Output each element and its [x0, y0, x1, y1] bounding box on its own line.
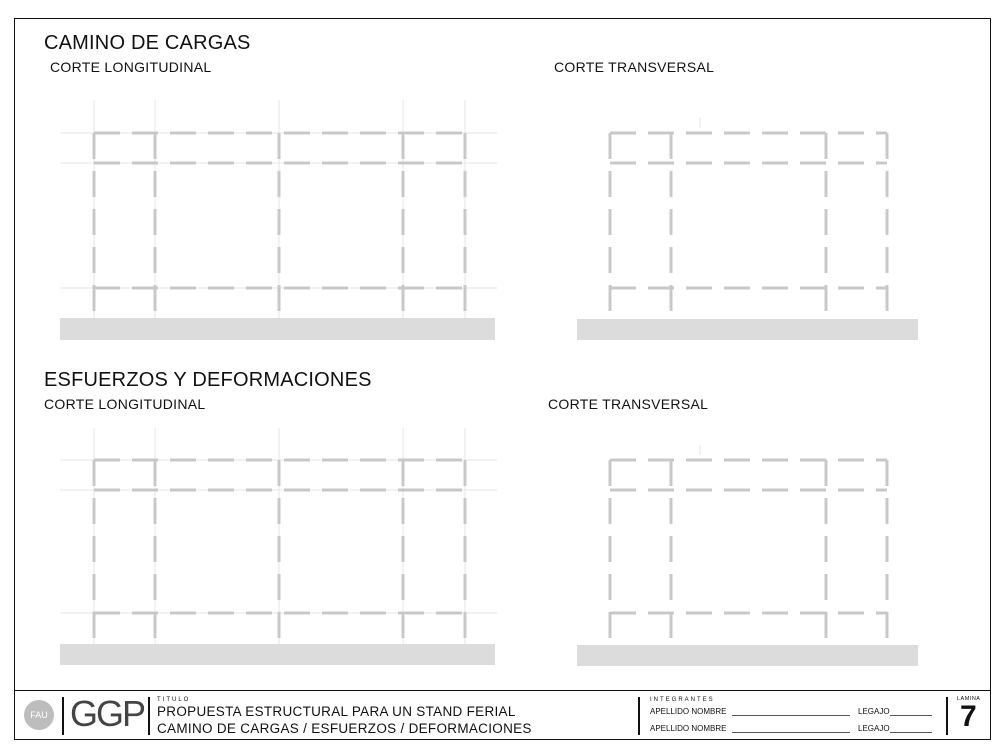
title-line-2: CAMINO DE CARGAS / ESFUERZOS / DEFORMACIONES	[157, 721, 532, 736]
legajo-label-1: LEGAJO	[858, 707, 890, 716]
label-corte-longitudinal-2: CORTE LONGITUDINAL	[44, 396, 206, 412]
label-corte-transversal-1: CORTE TRANSVERSAL	[554, 59, 715, 75]
name-line-2	[732, 732, 850, 733]
ground-transversal-2	[577, 645, 918, 666]
section-heading-esfuerzos: ESFUERZOS Y DEFORMACIONES	[44, 369, 372, 391]
lamina-number: 7	[960, 700, 977, 733]
ground-longitudinal-2	[60, 644, 495, 665]
name-line-1	[732, 715, 850, 716]
integrantes-label: INTEGRANTES	[650, 697, 715, 703]
lamina-divider	[946, 697, 948, 735]
section-heading-camino-de-cargas: CAMINO DE CARGAS	[44, 32, 251, 54]
name-label-2: APELLIDO NOMBRE	[650, 724, 727, 733]
title-line-1: PROPUESTA ESTRUCTURAL PARA UN STAND FERIAL	[157, 704, 516, 719]
legajo-label-2: LEGAJO	[858, 724, 890, 733]
fau-logo: FAU	[24, 700, 54, 730]
legajo-line-2	[890, 732, 932, 733]
logo-divider	[62, 697, 64, 735]
dashed-frame-transversal-2	[610, 460, 887, 645]
legajo-line-1	[890, 715, 932, 716]
label-corte-longitudinal-1: CORTE LONGITUDINAL	[50, 59, 212, 75]
lamina-label: LAMINA	[957, 696, 981, 702]
brand-divider	[148, 697, 150, 735]
integrantes-divider	[638, 697, 640, 735]
brand-logo: GGP	[70, 693, 145, 734]
name-label-1: APELLIDO NOMBRE	[650, 707, 727, 716]
label-corte-transversal-2: CORTE TRANSVERSAL	[548, 396, 709, 412]
titulo-label: TITULO	[157, 697, 191, 703]
